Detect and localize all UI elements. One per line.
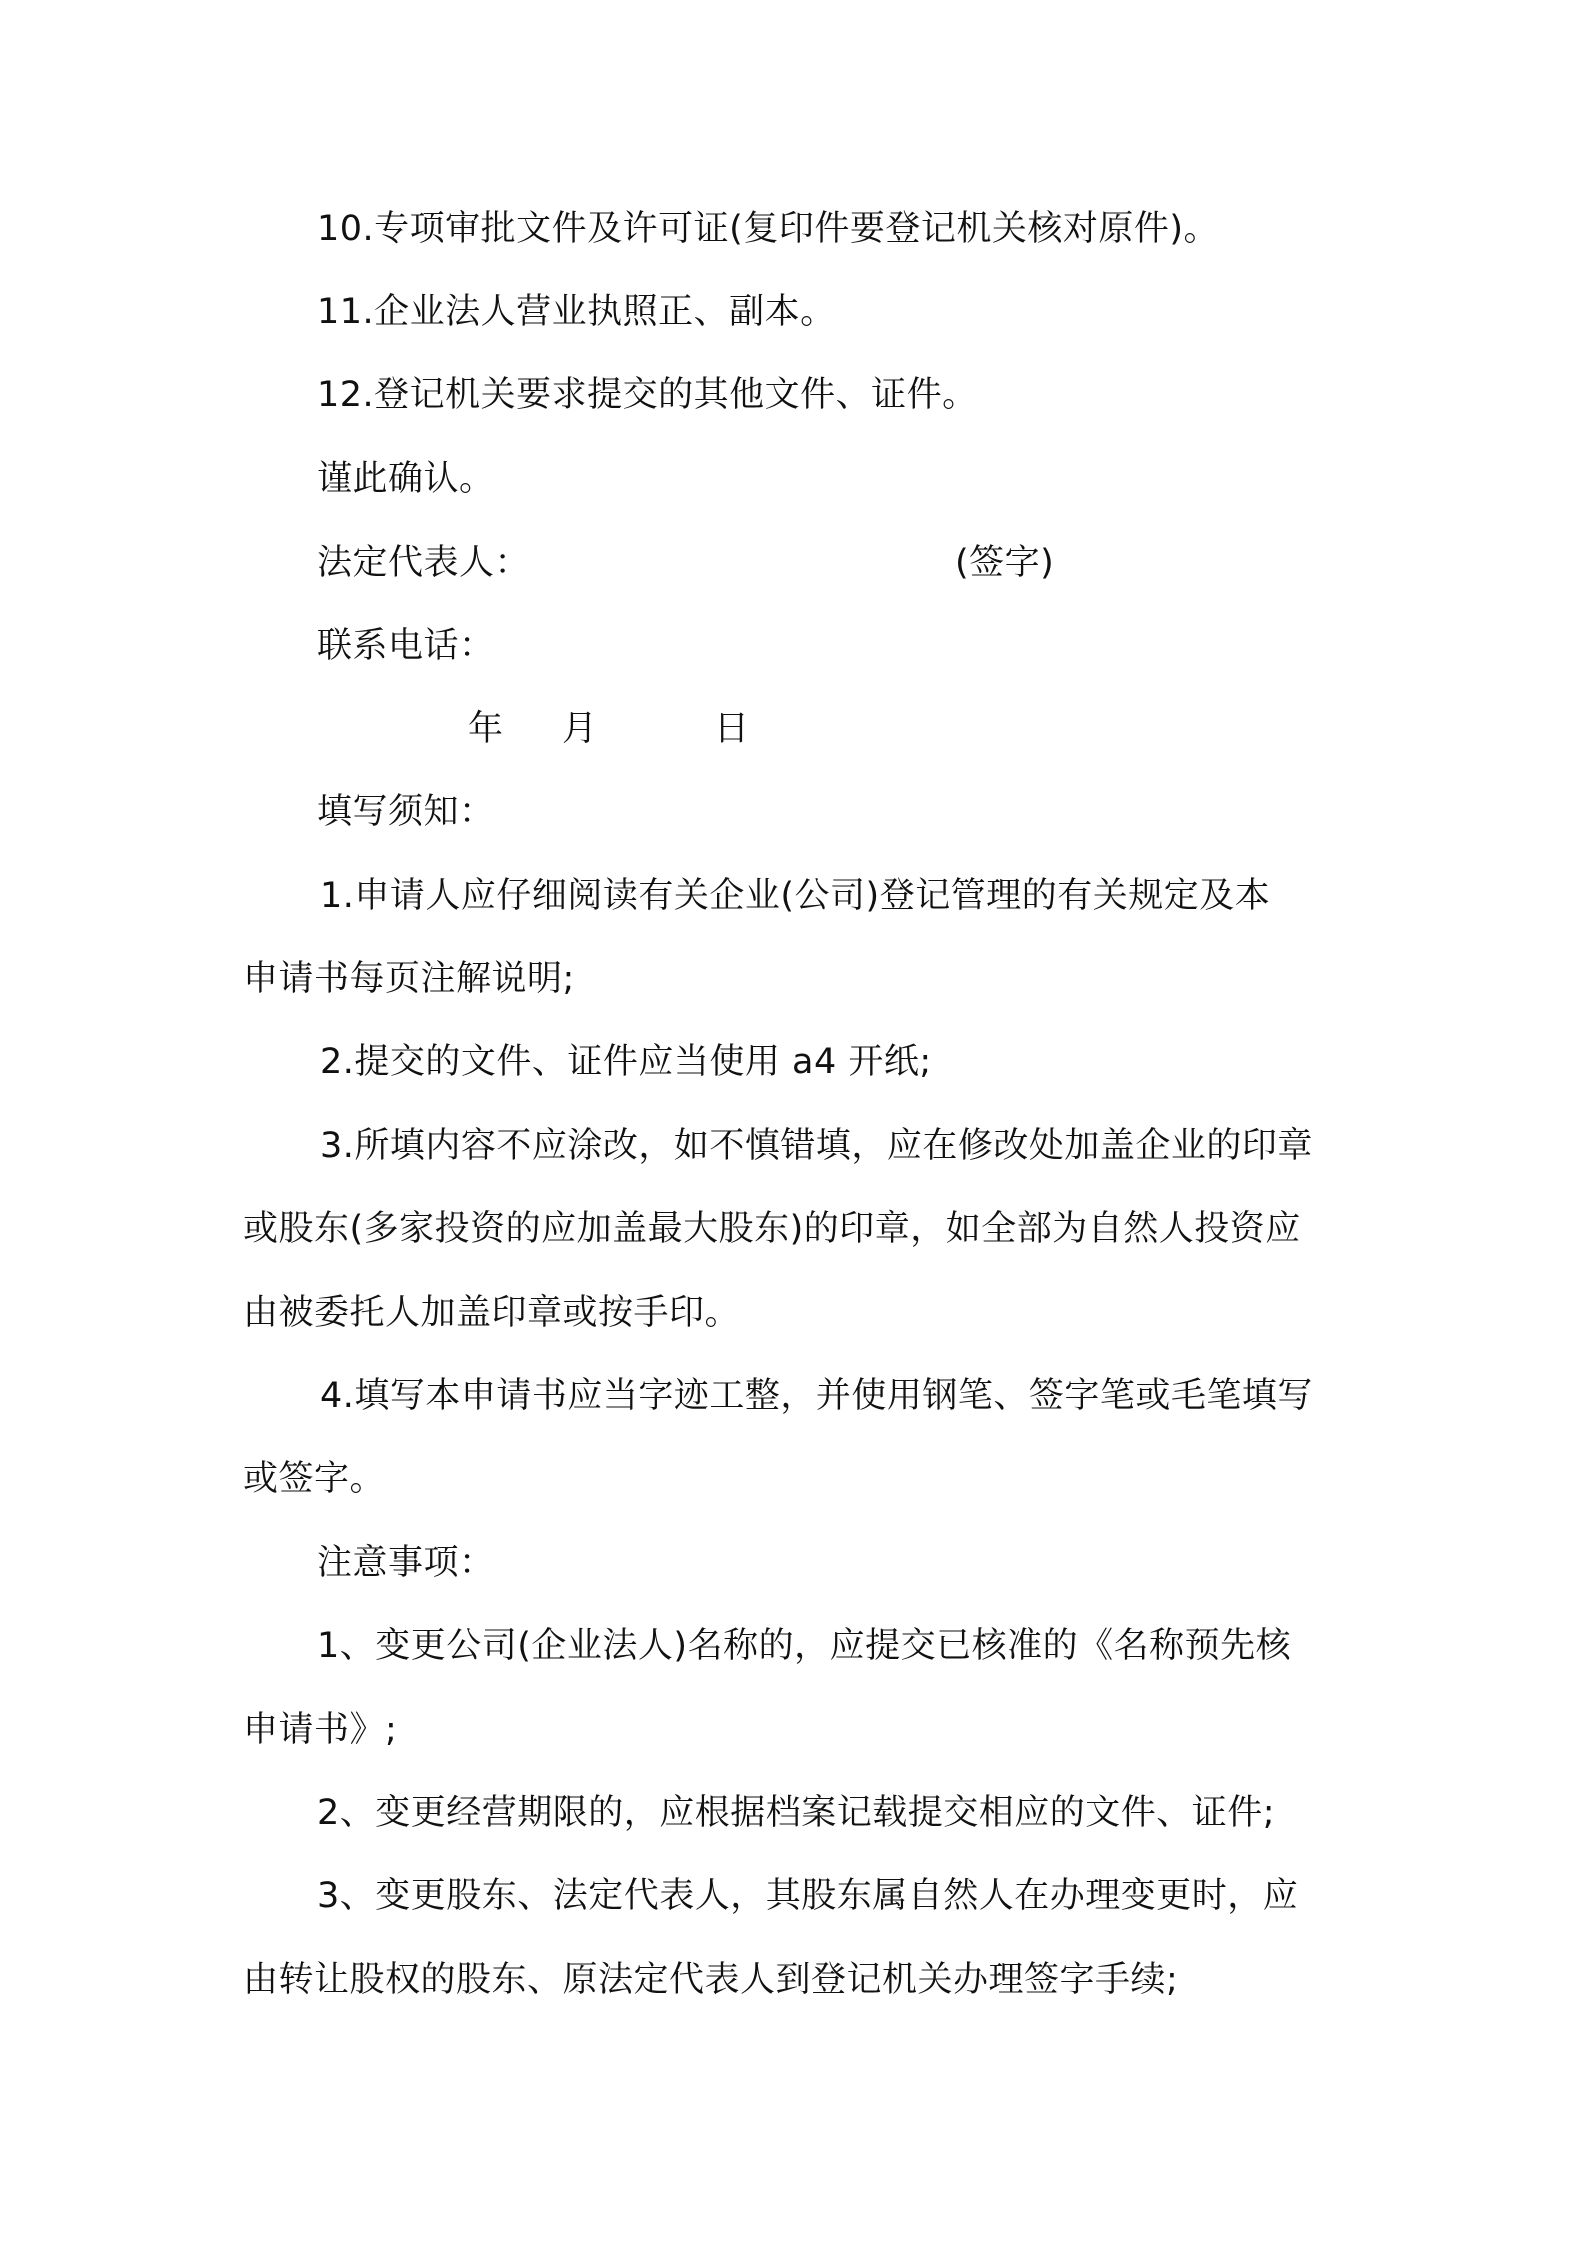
legal-rep-label: 法定代表人： xyxy=(317,543,531,583)
item-11: 11.企业法人营业执照正、副本。 xyxy=(317,292,836,332)
notes-item-1-line-2: 申请书》; xyxy=(243,1710,398,1750)
notes-item-2: 2、变更经营期限的，应根据档案记载提交相应的文件、证件; xyxy=(317,1793,1276,1833)
fill-note-3-line-1: 3.所填内容不应涂改，如不慎错填，应在修改处加盖企业的印章 xyxy=(320,1126,1313,1166)
notes-item-3-line-2: 由转让股权的股东、原法定代表人到登记机关办理签字手续; xyxy=(243,1960,1179,2000)
notes-heading: 注意事项： xyxy=(317,1543,495,1583)
fill-note-4-line-1: 4.填写本申请书应当字迹工整，并使用钢笔、签字笔或毛笔填写 xyxy=(320,1376,1313,1416)
fill-instructions-heading: 填写须知： xyxy=(317,792,495,832)
fill-note-2: 2.提交的文件、证件应当使用 a4 开纸; xyxy=(320,1042,932,1082)
fill-note-4-line-2: 或签字。 xyxy=(243,1459,386,1499)
notes-item-1-line-1: 1、变更公司(企业法人)名称的，应提交已核准的《名称预先核 xyxy=(317,1626,1292,1666)
fill-note-1-line-1: 1.申请人应仔细阅读有关企业(公司)登记管理的有关规定及本 xyxy=(320,876,1271,916)
notes-item-3-line-1: 3、变更股东、法定代表人，其股东属自然人在办理变更时，应 xyxy=(317,1876,1299,1916)
phone-label: 联系电话： xyxy=(317,626,495,666)
fill-note-3-line-3: 由被委托人加盖印章或按手印。 xyxy=(243,1293,741,1333)
date-month: 月 xyxy=(562,709,598,749)
confirm-text: 谨此确认。 xyxy=(317,459,495,499)
fill-note-1-line-2: 申请书每页注解说明; xyxy=(243,959,575,999)
item-10: 10.专项审批文件及许可证(复印件要登记机关核对原件)。 xyxy=(317,209,1219,249)
date-day: 日 xyxy=(714,709,750,749)
date-year: 年 xyxy=(468,709,504,749)
item-12: 12.登记机关要求提交的其他文件、证件。 xyxy=(317,375,978,415)
signature-mark: (签字) xyxy=(955,543,1055,583)
fill-note-3-line-2: 或股东(多家投资的应加盖最大股东)的印章，如全部为自然人投资应 xyxy=(243,1209,1301,1249)
